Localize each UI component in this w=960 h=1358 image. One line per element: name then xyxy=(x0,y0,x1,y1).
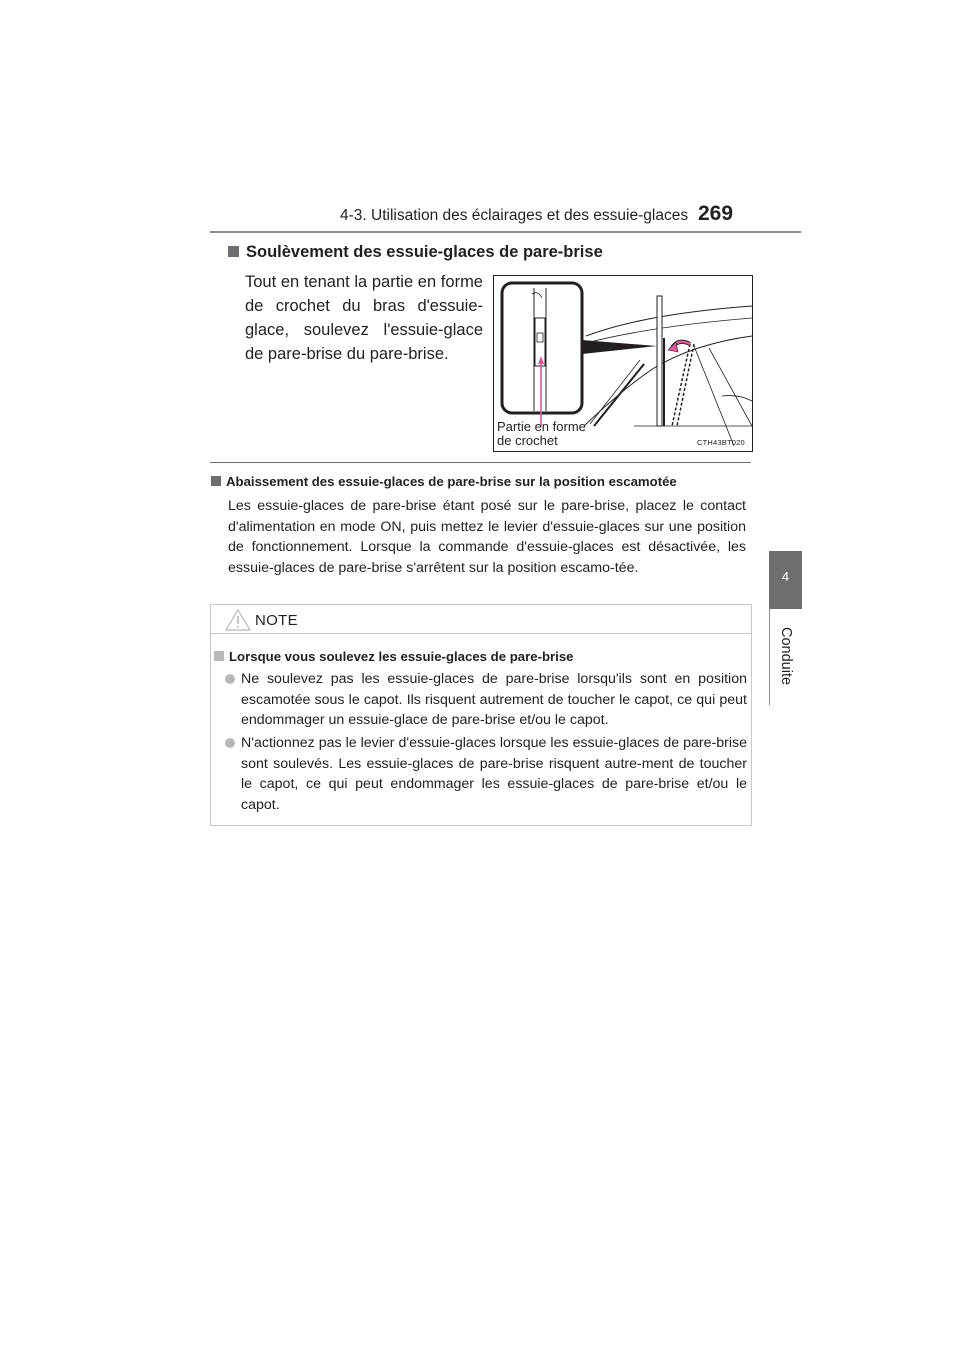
note-box xyxy=(210,604,752,826)
figure-callout-line2: de crochet xyxy=(497,432,558,448)
warning-triangle-icon xyxy=(225,609,251,631)
figure-callout-label xyxy=(497,420,586,447)
note-subheading-text: Lorsque vous soulevez les essuie-glaces de pare-brise xyxy=(229,649,574,664)
square-bullet-icon xyxy=(214,651,224,661)
figure-callout-line1: Partie en forme xyxy=(497,419,586,434)
note-header-rule xyxy=(211,633,751,634)
running-header-title: 4-3. Utilisation des éclairages et des essuie-glaces xyxy=(340,207,689,224)
note-subheading xyxy=(214,649,574,664)
chapter-label-text: Conduite xyxy=(778,627,794,686)
section-heading-text: Soulèvement des essuie-glaces de pare-brise xyxy=(246,243,603,261)
note-bullet xyxy=(225,669,747,731)
page-number: 269 xyxy=(698,202,734,225)
figure-code: CTH43BT020 xyxy=(697,438,745,447)
note-bullet-text: Ne soulevez pas les essuie-glaces de pare-brise lorsqu'ils sont en position escamotée sous le capot. Ils risquent autrement de toucher le capot, ce qui peut endommager un essuie-glace de pare-brise et/ou le capot. xyxy=(241,671,747,728)
note-title: NOTE xyxy=(255,612,298,629)
chapter-label xyxy=(770,627,802,687)
note-bullet xyxy=(225,733,747,815)
section-heading-lift-wipers xyxy=(228,243,603,262)
square-bullet-icon xyxy=(211,476,221,486)
square-bullet-icon xyxy=(228,246,239,257)
bullet-dot-icon xyxy=(225,738,235,748)
header-rule xyxy=(210,231,801,233)
section-heading-lower-wipers xyxy=(211,474,677,489)
section-separator xyxy=(210,462,751,463)
section-body-lift-wipers: Tout en tenant la partie en forme de crochet du bras d'essuie-glace, soulevez l'essuie-glace de pare-brise du pare-brise. xyxy=(245,273,483,363)
chapter-number: 4 xyxy=(781,569,790,584)
bullet-dot-icon xyxy=(225,674,235,684)
section-heading-text: Abaissement des essuie-glaces de pare-brise sur la position escamotée xyxy=(226,474,677,489)
section-body-lower-wipers: Les essuie-glaces de pare-brise étant posé sur le pare-brise, placez le contact d'alimentation en mode ON, puis mettez le levier d'essuie-glaces sur une position de fonctionnement. Lorsque la commande d'essuie-glaces est désactivée, les essuie-glaces de pare-brise s'arrêtent sur la position escamo-tée. xyxy=(228,498,746,576)
note-bullet-text: N'actionnez pas le levier d'essuie-glaces lorsque les essuie-glaces de pare-brise sont soulevés. Les essuie-glaces de pare-brise risquent autre-ment de toucher le capot, ce qui peut endommager les essuie-glaces de pare-brise et/ou le capot. xyxy=(241,735,747,813)
